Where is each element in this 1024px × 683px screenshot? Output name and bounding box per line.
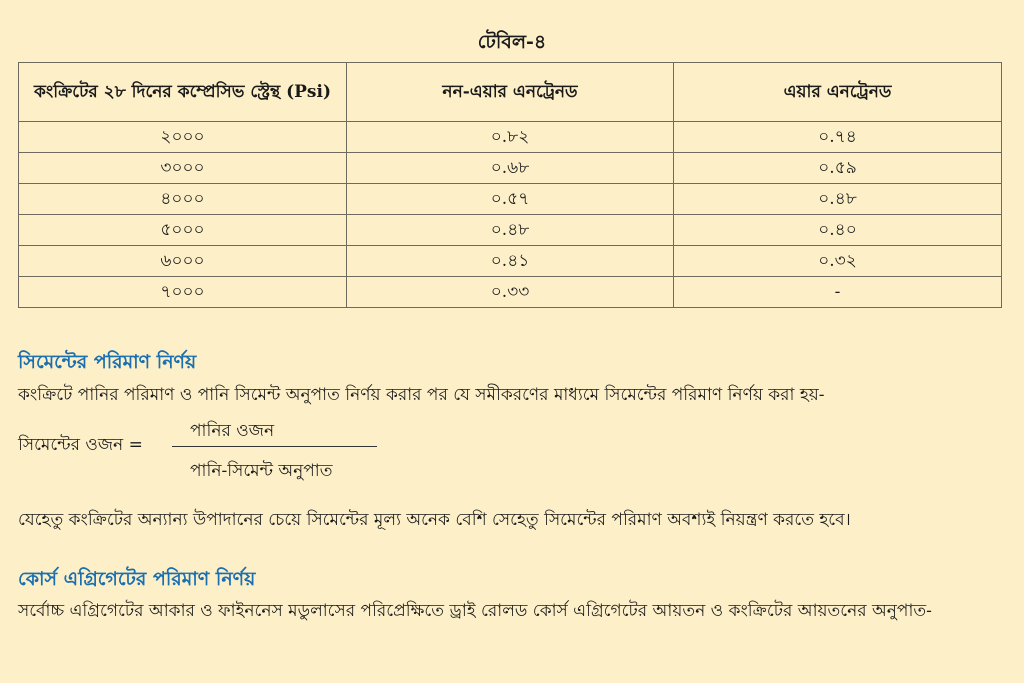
air-cell: ০.৪০ — [674, 215, 1002, 246]
air-cell: ০.৩২ — [674, 246, 1002, 277]
strength-ratio-table — [18, 62, 1002, 308]
air-cell: ০.৫৯ — [674, 153, 1002, 184]
table-caption: টেবিল-৪ — [477, 31, 547, 53]
formula-denominator: পানি-সিমেন্ট অনুপাত — [190, 461, 333, 481]
strength-cell: ৪০০০ — [19, 184, 347, 215]
non-air-cell: ০.৫৭ — [347, 184, 674, 215]
strength-cell: ৫০০০ — [19, 215, 347, 246]
cement-quantity-heading: সিমেন্টের পরিমাণ নির্ণয় — [18, 351, 197, 373]
strength-cell: ৩০০০ — [19, 153, 347, 184]
coarse-aggregate-heading: কোর্স এগ্রিগেটের পরিমাণ নির্ণয় — [18, 568, 256, 590]
non-air-cell: ০.৮২ — [347, 122, 674, 153]
table-row — [19, 153, 1002, 184]
cement-note-text: যেহেতু কংক্রিটের অন্যান্য উপাদানের চেয়ে সিমেন্টের মূল্য অনেক বেশি সেহেতু সিমেন্টের পরিমাণ অবশ্যই নিয়ন্ত্রণ করতে হবে। — [18, 510, 851, 530]
table-row — [19, 277, 1002, 308]
coarse-aggregate-text: সর্বোচ্চ এগ্রিগেটের আকার ও ফাইননেস মডুলাসের পরিপ্রেক্ষিতে ড্রাই রোলড কোর্স এগ্রিগেটের আয়তন ও কংক্রিটের আয়তনের অনুপাত- — [18, 601, 932, 621]
air-cell: ০.৪৮ — [674, 184, 1002, 215]
header-compressive-strength: কংক্রিটের ২৮ দিনের কম্প্রেসিভ স্ট্রেন্থ (Psi) — [19, 63, 347, 122]
formula-numerator: পানির ওজন — [190, 421, 275, 441]
cement-intro-text: কংক্রিটে পানির পরিমাণ ও পানি সিমেন্ট অনুপাত নির্ণয় করার পর যে সমীকরণের মাধ্যমে সিমেন্টের পরিমাণ নির্ণয় করা হয়- — [18, 385, 825, 405]
formula-lhs: সিমেন্টের ওজন = — [18, 435, 143, 455]
air-cell: ০.৭৪ — [674, 122, 1002, 153]
non-air-cell: ০.৩৩ — [347, 277, 674, 308]
strength-cell: ৬০০০ — [19, 246, 347, 277]
non-air-cell: ০.৪৮ — [347, 215, 674, 246]
fraction-bar — [172, 446, 377, 447]
table-header-row — [19, 63, 1002, 122]
table-row — [19, 184, 1002, 215]
table-row — [19, 215, 1002, 246]
non-air-cell: ০.৪১ — [347, 246, 674, 277]
table-row — [19, 122, 1002, 153]
air-cell: - — [674, 277, 1002, 308]
strength-cell: ৭০০০ — [19, 277, 347, 308]
strength-cell: ২০০০ — [19, 122, 347, 153]
non-air-cell: ০.৬৮ — [347, 153, 674, 184]
header-air-entrained: এয়ার এনট্রেনড — [674, 63, 1002, 122]
table-row — [19, 246, 1002, 277]
header-non-air-entrained: নন-এয়ার এনট্রেনড — [347, 63, 674, 122]
